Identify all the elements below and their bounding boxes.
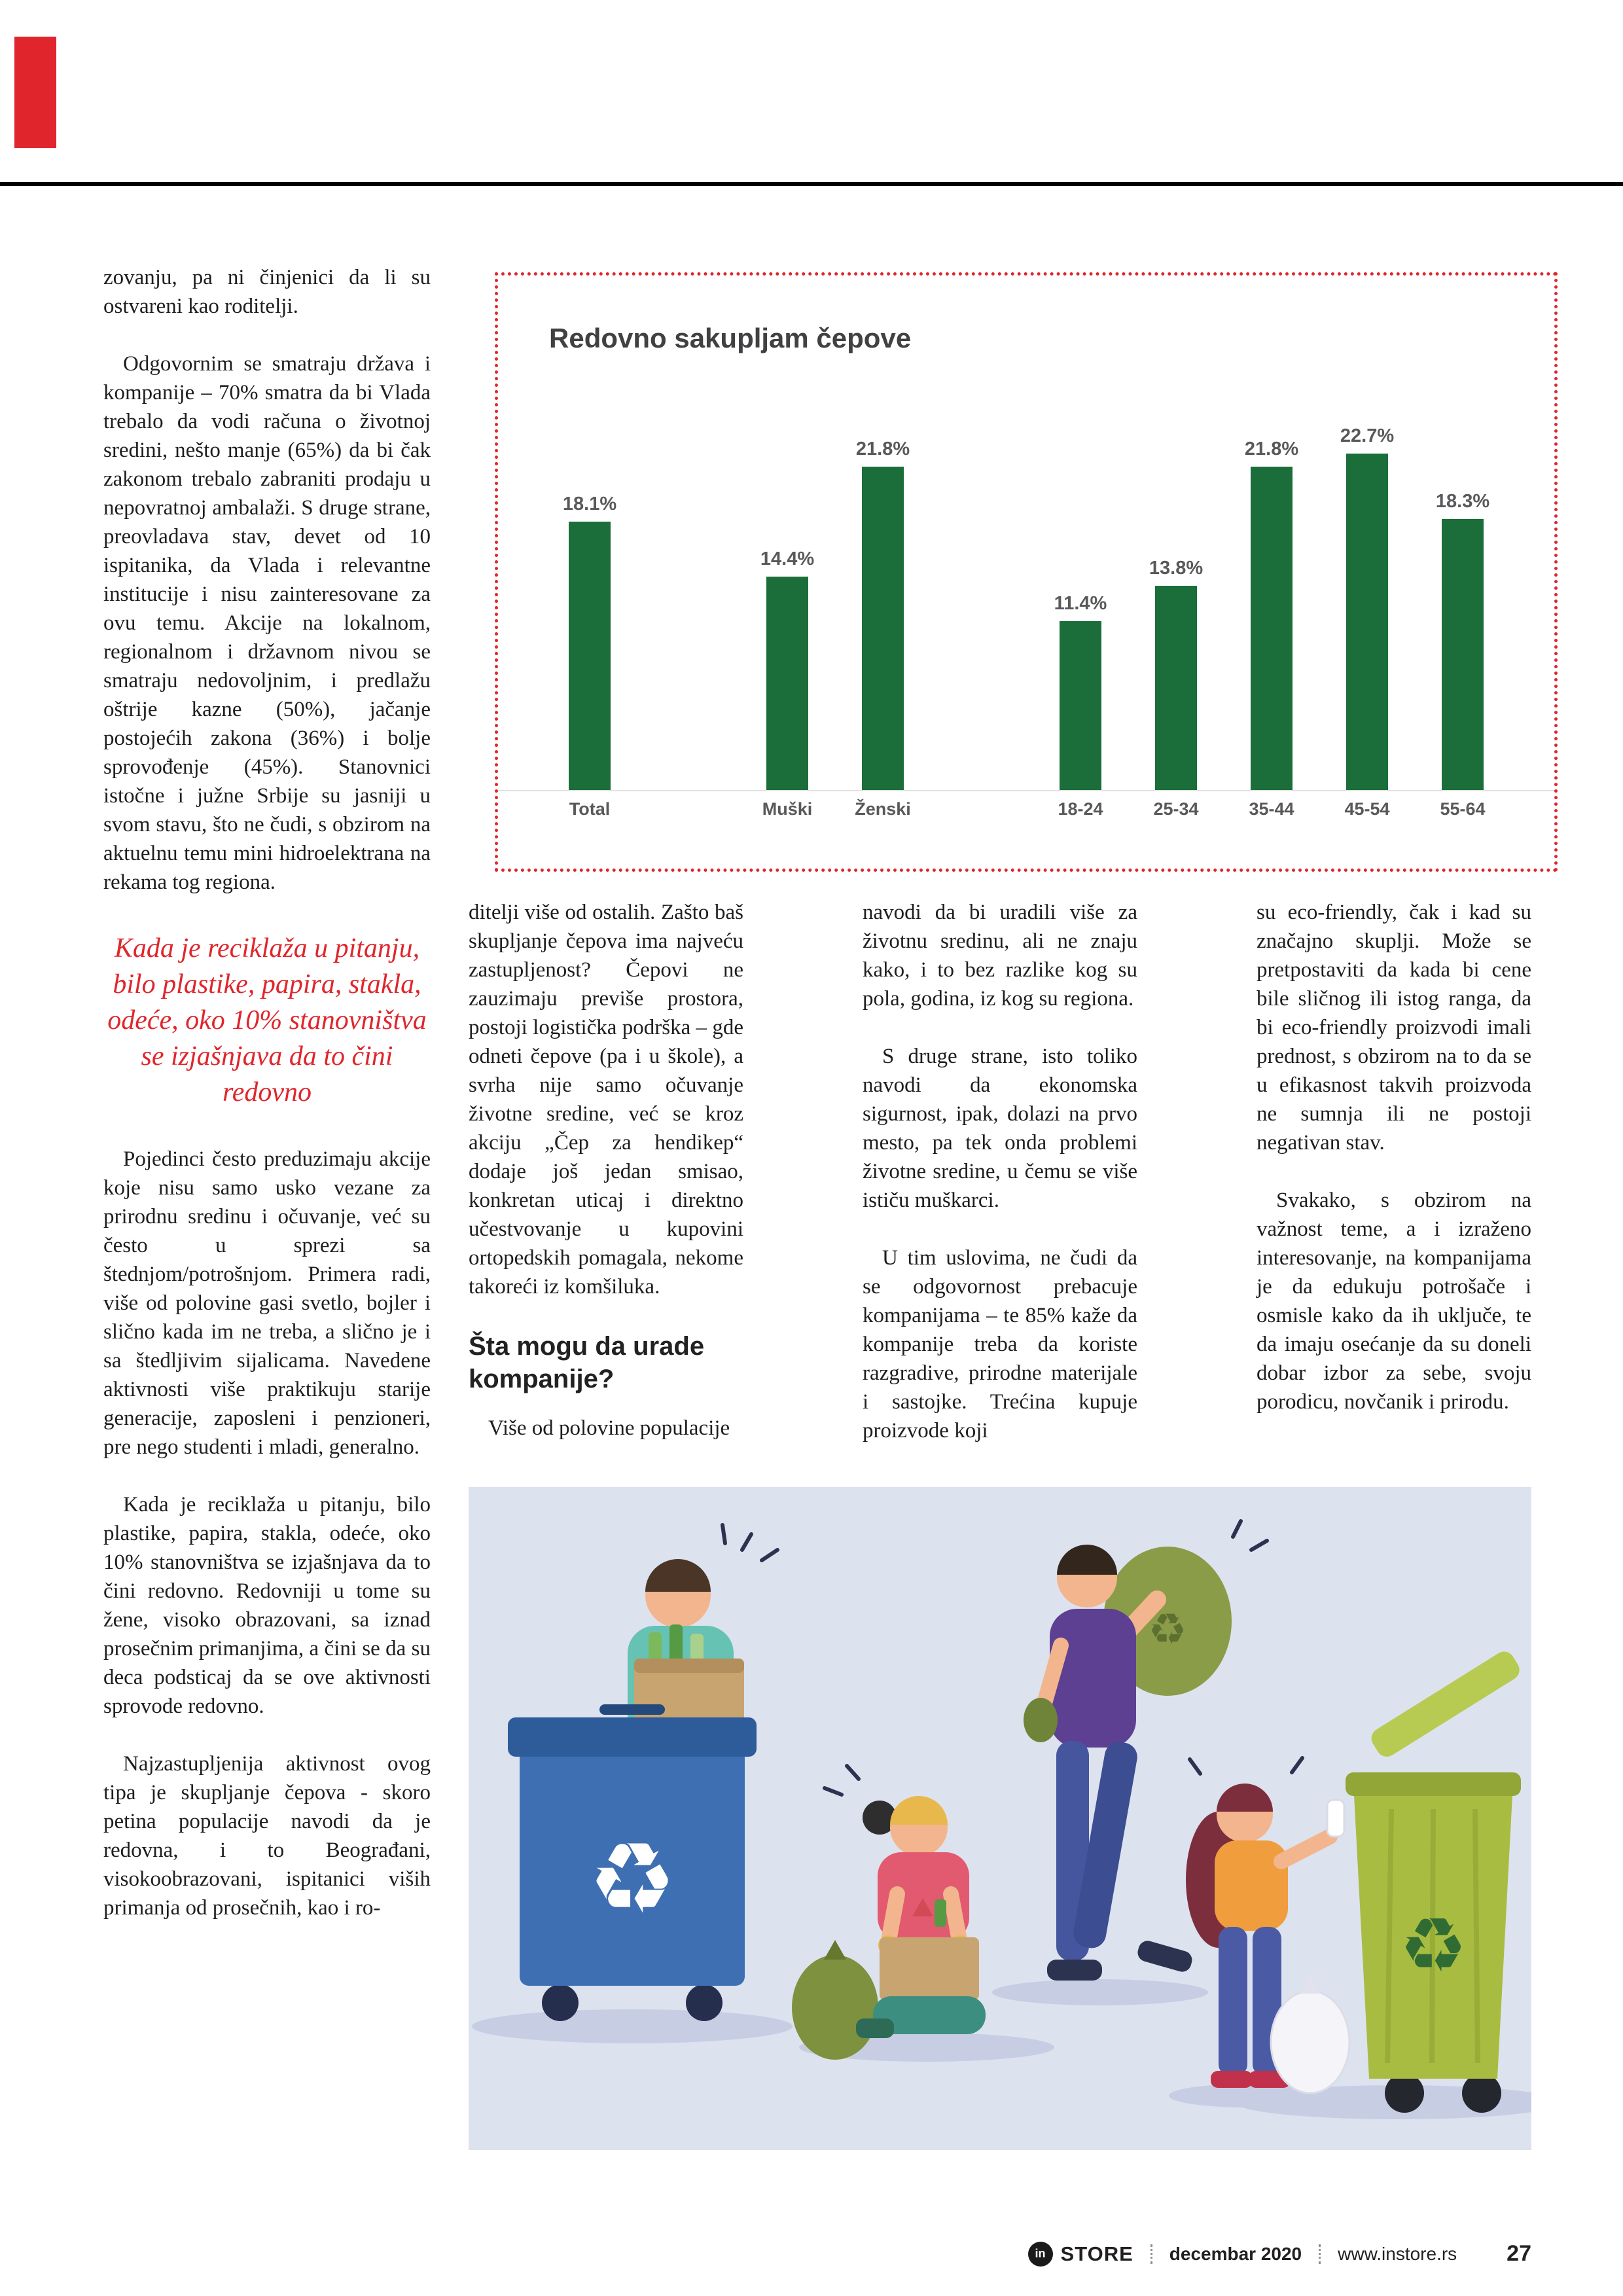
bar-value-label: 13.8% [1149,558,1204,579]
red-corner-bar [14,37,56,148]
chart-plot [498,420,1554,791]
page-number: 27 [1507,2241,1531,2266]
section-heading: Šta mogu da urade kompanije? [469,1332,705,1393]
bar-category-label: 18-24 [1058,799,1103,819]
recycling-illustration [469,1487,1531,2150]
bar-value-label: 11.4% [1054,593,1107,614]
bar-group [755,548,820,790]
bar-group [850,439,916,790]
bar-value-label: 14.4% [760,548,815,569]
bar [1346,454,1388,790]
bar [862,467,904,790]
chart-category-axis [498,799,1554,819]
bar-category-label: 55-64 [1440,799,1486,819]
bar-category-label: Total [569,799,611,819]
bar-cluster-spacer [946,799,1018,800]
bar-value-label: 18.3% [1435,491,1490,512]
bar-category-label: 45-54 [1344,799,1390,819]
bar [1155,586,1197,790]
instore-logo-icon: in [1028,2242,1053,2267]
bar-value-label: 21.8% [855,439,910,459]
bar-group [1430,491,1495,790]
bar-value-label: 22.7% [1340,425,1395,446]
bar [1442,519,1484,790]
footer-separator [1319,2244,1321,2264]
bar-category-label: 35-44 [1249,799,1294,819]
bar-value-label: 21.8% [1244,439,1299,459]
blue-recycling-dumpster [508,1704,757,2021]
paragraph: Odgovornim se smatraju država i kompanije – 70% smatra da bi Vlada trebalo da vodi računa o životnoj sredini, nešto manje (65%) da bi čak zakonom trebalo zabraniti prodaju u nepovratnoj ambalaži. S druge strane, preovladava stav, devet od 10 ispitanika, da Vlada i relevantne institucije i nisu zainteresovane za ovu temu. Akcije na lokalnom, regionalnom i državnom nivou se smatraju nedovoljnim, i predlažu oštrije kazne (50%), jačanje postojećih zakona (36%) i bolje sprovođenje (45%). Stanovnici istočne i južne Srbije su jasniji u svom stavu, što ne čudi, s obzirom na aktuelnu temu mini hidroelektrana na rekama tog regiona. [103,352,431,894]
page-footer [103,2241,1531,2267]
recycle-icon: ♻ [588,1825,677,1934]
paragraph: Više od polovine populacije [488,1416,730,1440]
recycle-icon: ♻ [1399,1905,1467,1988]
paragraph: ditelji više od ostalih. Zašto baš skupljanje čepova ima najveću zastupljenost? Čepovi ne zauzimaju previše prostora, postoji logistička podrška – gde odneti čepove (pa i u škole), a svrha nije samo očuvanje životne sredine, već se kroz akciju „Čep za hendikep“ dodaje još jedan smisao, konkretan uticaj i direktno učestvovanje u kupovini ortopedskih pomagala, nekome takoreći iz komšiluka. [469,901,743,1299]
paragraph: Kada je reciklaža u pitanju, bilo plastike, papira, stakla, odeće, oko 10% stanovništva se izjašnjava da to čini redovno. Redovniji u tome su žene, visoko obrazovani, sa iznad prosečnim primanjima, a čini se da su deca podsticaj da se ove aktivnosti sprovode redovno. [103,1493,431,1718]
paragraph: Svakako, s obzirom na važnost teme, a i izraženo interesovanje, na kompanijama je da edukuju potrošače i osmisle kako da ih uključe, te da imaju osećanje da su doneli dobar izbor za sebe, svoju porodicu, novčanik i prirodu. [1257,1189,1531,1414]
paragraph: navodi da bi uradili više za životnu sredinu, ali ne znaju kako, i to bez razlike kog su pola, godina, iz kog su regiona. [863,901,1137,1011]
footer-brand: STORE [1060,2242,1133,2265]
paragraph: su eco-friendly, čak i kad su značajno skuplji. Može se pretpostaviti da kada bi cene bile sličnog ili istog ranga, da bi eco-friendly proizvodi imali prednost, s obzirom na to da se u efikasnost takvih proizvoda ne sumnja ili ne postoji negativan stav. [1257,901,1531,1155]
paragraph: Najzastupljenija aktivnost ovog tipa je skupljanje čepova - skoro petina populacije navodi da je redovna, i to Beograđani, visokoobrazovani, ispitanici viših primanja od prosečnih, kao i ro- [103,1752,431,1920]
bar-group [557,493,622,790]
article-column-2 [863,898,1137,1445]
bar-category-label: Muški [762,799,813,819]
footer-date: decembar 2020 [1169,2243,1302,2264]
bar-value-label: 18.1% [562,493,617,514]
article-column-1 [469,898,743,1445]
bar-cluster-spacer [652,799,724,800]
bar [1251,467,1293,790]
article-columns [469,898,1531,1445]
top-rule [0,182,1623,186]
paragraph: U tim uslovima, ne čudi da se odgovornost prebacuje kompanijama – te 85% kaže da kompanije treba da koriste razgradive, prirodne materijale i sastojke. Trećina kupuje proizvode koji [863,1246,1137,1443]
bar [766,577,808,790]
paragraph: Pojedinci često preduzimaju akcije koje nisu samo usko vezane za prirodnu sredinu i očuvanje, već su često u sprezi sa štednjom/potrošnjom. Primera radi, više od polovine gasi svetlo, bojler i slično kada im ne treba, a slično je i sa štedljivim sijalicama. Navedene aktivnosti više praktikuju starije generacije, zaposleni i penzioneri, pre nego studenti i mladi, generalno. [103,1147,431,1459]
recycle-icon: ♻ [1148,1606,1187,1654]
bar-group [1143,558,1209,790]
footer-site-url[interactable]: www.instore.rs [1338,2243,1457,2264]
bar-group [1048,593,1113,790]
chart-redovno-sakupljam-cepove [495,272,1558,872]
chart-title: Redovno sakupljam čepove [549,323,912,353]
bar [1060,621,1101,790]
bar [569,522,611,790]
paragraph: S druge strane, isto toliko navodi da ekonomska sigurnost, ipak, dolazi na prvo mesto, pa tek onda problemi životne sredine, u čemu se više ističu muškarci. [863,1045,1137,1212]
bar-group [1334,425,1400,790]
bar-category-label: 25-34 [1153,799,1199,819]
left-article-column [103,263,431,1922]
bar-category-label: Ženski [855,799,911,819]
footer-separator [1150,2244,1152,2264]
article-column-3 [1257,898,1531,1445]
pull-quote: Kada je reciklaža u pitanju, bilo plastike, papira, stakla, odeće, oko 10% stanovništva se izjašnjava da to čini redovno [107,933,427,1107]
paragraph: zovanju, pa ni činjenici da li su ostvareni kao roditelji. [103,266,431,318]
bar-group [1239,439,1304,790]
